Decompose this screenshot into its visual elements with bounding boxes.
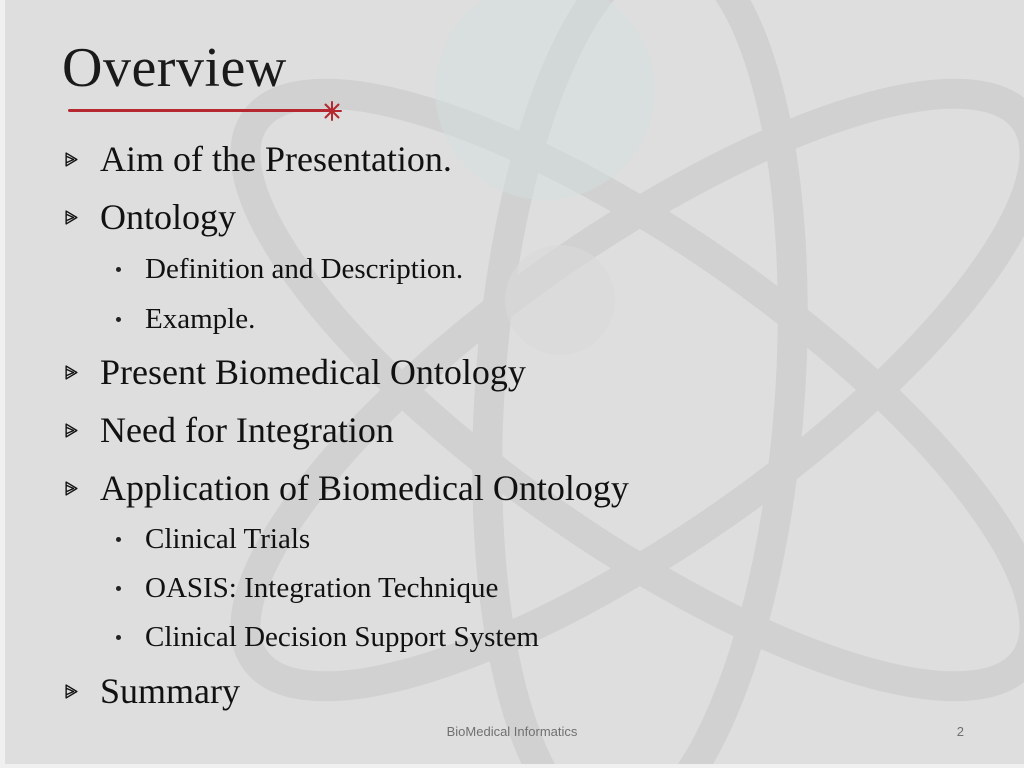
bullet-label: Present Biomedical Ontology	[100, 352, 526, 392]
sub-bullet-label: Example.	[145, 303, 256, 335]
dot-bullet-icon	[116, 267, 121, 272]
arrow-bullet-icon	[64, 210, 79, 225]
bullet-label: Ontology	[100, 197, 237, 237]
bullet-label: Need for Integration	[100, 410, 394, 450]
arrow-bullet-icon	[64, 423, 79, 438]
dot-bullet-icon	[116, 586, 121, 591]
bullet-label: Aim of the Presentation.	[100, 139, 452, 179]
bullet-label: Application of Biomedical Ontology	[100, 468, 629, 508]
title-underline	[68, 109, 334, 112]
bullet-label: Summary	[100, 671, 240, 711]
arrow-bullet-icon	[64, 365, 79, 380]
dot-bullet-icon	[116, 635, 121, 640]
sub-bullet-label: Definition and Description.	[145, 253, 464, 285]
dot-bullet-icon	[116, 317, 121, 322]
dot-bullet-icon	[116, 537, 121, 542]
arrow-bullet-icon	[64, 481, 79, 496]
slide-footer: BioMedical Informatics	[446, 724, 578, 739]
arrow-bullet-icon	[64, 684, 79, 699]
star-icon	[322, 101, 342, 121]
page-number: 2	[956, 724, 964, 739]
slide-title: Overview	[62, 37, 287, 99]
sub-bullet-label: OASIS: Integration Technique	[145, 572, 499, 604]
sub-bullet-label: Clinical Trials	[145, 523, 311, 555]
arrow-bullet-icon	[64, 152, 79, 167]
sub-bullet-label: Clinical Decision Support System	[145, 621, 539, 653]
bottom-edge-highlight	[0, 764, 1024, 768]
left-edge-highlight	[0, 0, 5, 768]
